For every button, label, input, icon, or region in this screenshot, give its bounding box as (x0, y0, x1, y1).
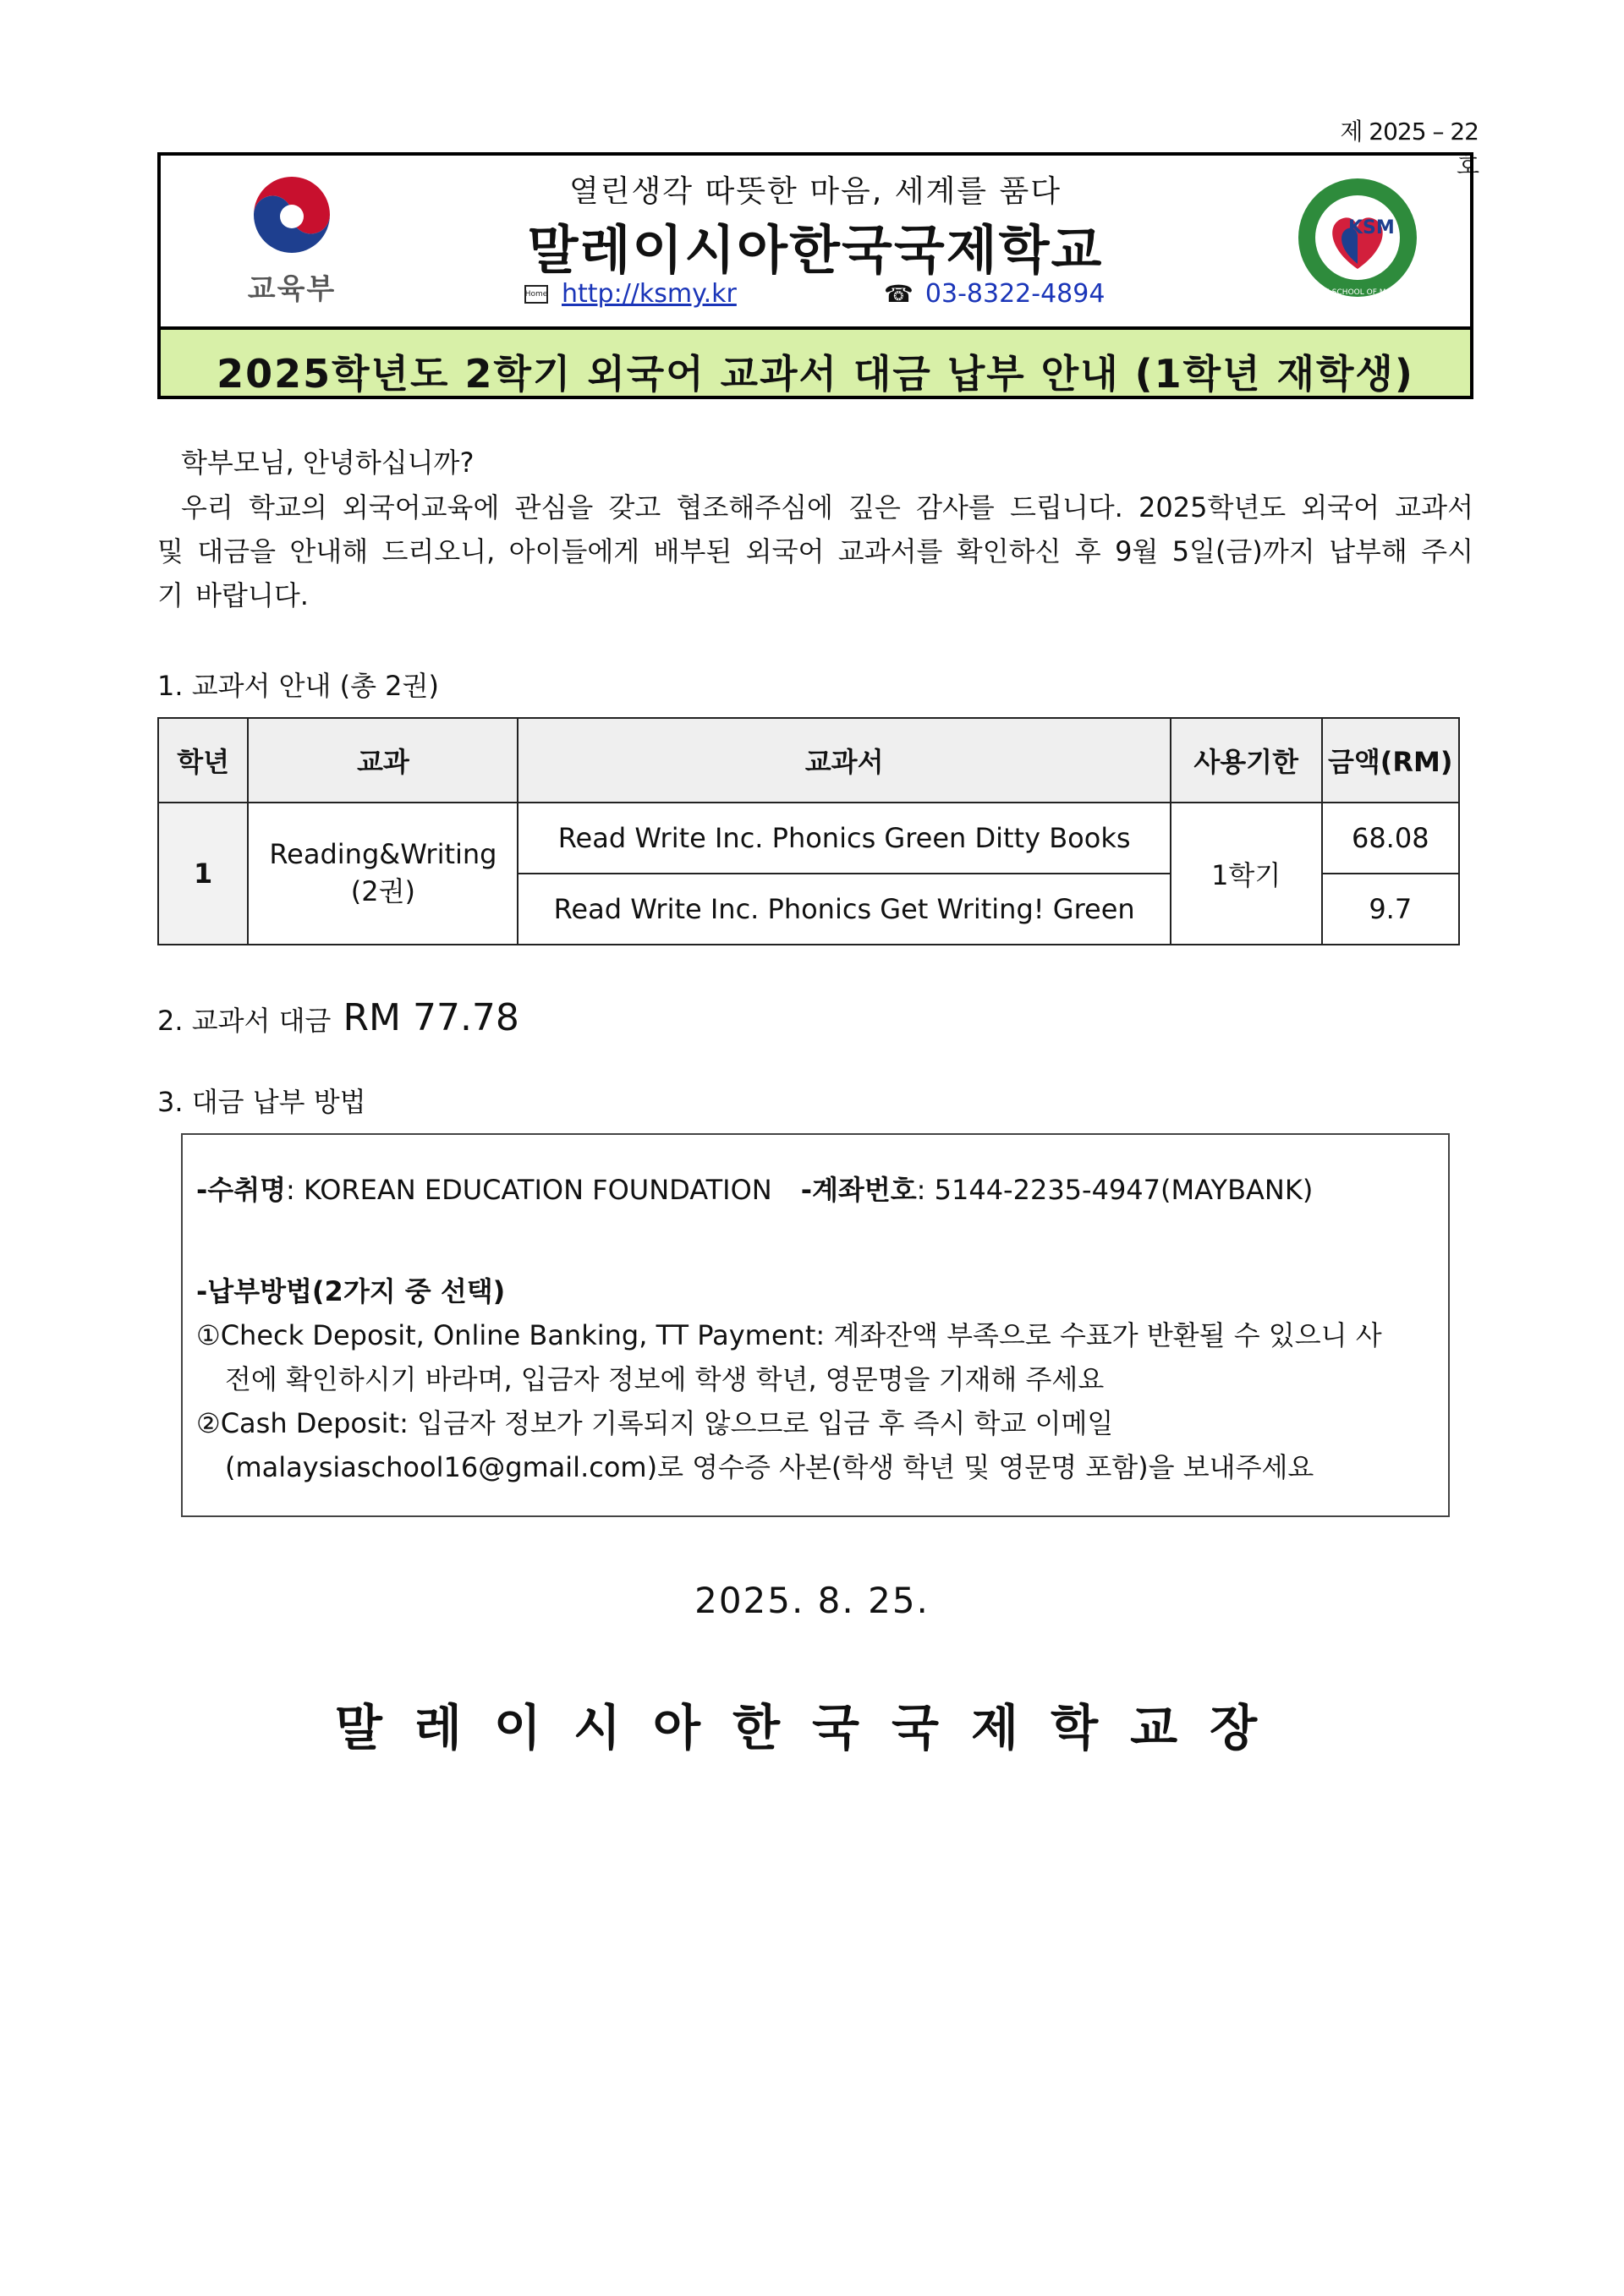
ksm-emblem-icon (1294, 174, 1421, 301)
ksm-ring-text: KOREAN SCHOOL OF MALAYSIA (1298, 288, 1418, 297)
intro-paragraph: 우리 학교의 외국어교육에 관심을 갖고 협조해주심에 깊은 감사를 드립니다. 2025학년도 외국어 교과서 및 대금을 안내해 드리오니, 아이들에게 배부된 외국어 교과서를 확인하신 후 9월 5일(금)까지 납부해 주시기 바랍니다. (157, 491, 1473, 611)
book-title-cell: Read Write Inc. Phonics Green Ditty Books (518, 803, 1170, 874)
header-period: 사용기한 (1171, 718, 1322, 803)
document-title: 2025학년도 2학기 외국어 교과서 대금 납부 안내 (1학년 재학생) (217, 351, 1414, 397)
payee-value: : KOREAN EDUCATION FOUNDATION (286, 1174, 772, 1206)
title-band (161, 330, 1470, 396)
header-subject: 교과 (248, 718, 518, 803)
letterhead-top (161, 156, 1470, 330)
option-1-line-1: ①Check Deposit, Online Banking, TT Payment: 계좌잔액 부족으로 수표가 반환될 수 있으니 사 (196, 1319, 1382, 1351)
option-1-line-2: 전에 확인하시기 바라며, 입금자 정보에 학생 학년, 영문명을 기재해 주세요 (225, 1363, 1105, 1395)
grade-cell: 1 (158, 803, 248, 945)
ksm-school-logo (1294, 174, 1421, 301)
section-3-title: 3. 대금 납부 방법 (157, 1086, 366, 1118)
section-2 (157, 996, 519, 1039)
subject-cell: Reading&Writing (2권) (248, 803, 518, 945)
school-motto: 열린생각 따뜻한 마음, 세계를 품다 (568, 174, 1062, 209)
header-textbook: 교과서 (518, 718, 1170, 803)
period-cell: 1학기 (1171, 803, 1322, 945)
website-row (524, 279, 737, 309)
principal-signature: 말레이시아한국국제학교장 (334, 1699, 1290, 1756)
payment-box (181, 1133, 1450, 1517)
letterhead (157, 152, 1473, 399)
book-price-cell: 9.7 (1322, 874, 1459, 945)
table-header-row (158, 718, 1459, 803)
ksm-logo-text: KSM (1348, 217, 1395, 238)
section-1-title: 1. 교과서 안내 (총 2권) (157, 670, 439, 702)
option-2-line-2: (malaysiaschool16@gmail.com)로 영수증 사본(학생 학년 및 영문명 포함)을 보내주세요 (225, 1451, 1314, 1483)
phone-row (884, 279, 1105, 309)
total-amount: RM 77.78 (343, 996, 519, 1039)
issue-date: 2025. 8. 25. (694, 1580, 930, 1621)
method-title: -납부방법(2가지 중 선택) (196, 1275, 506, 1307)
book-price-cell: 68.08 (1322, 803, 1459, 874)
document-number: 제 2025 – 22호 (1340, 118, 1479, 179)
phone-icon: ☎ (884, 280, 914, 308)
section-2-title: 2. 교과서 대금 (157, 1005, 332, 1037)
home-icon: Home (524, 285, 548, 304)
table-row (158, 803, 1459, 874)
header-grade: 학년 (158, 718, 248, 803)
account-value: : 5144-2235-4947(MAYBANK) (916, 1174, 1314, 1206)
payee-account-line (196, 1169, 1313, 1208)
ministry-label: 교육부 (247, 272, 337, 306)
account-label: -계좌번호 (800, 1174, 917, 1206)
website-link[interactable]: http://ksmy.kr (562, 279, 737, 309)
header-price: 금액(RM) (1322, 718, 1459, 803)
payee-label: -수취명 (196, 1174, 287, 1206)
book-title-cell: Read Write Inc. Phonics Get Writing! Green (518, 874, 1170, 945)
greeting: 학부모님, 안녕하십니까? (181, 447, 475, 479)
school-name: 말레이시아한국국제학교 (527, 219, 1104, 281)
option-2-line-1: ②Cash Deposit: 입금자 정보가 기록되지 않으므로 입금 후 즉시 학교 이메일 (196, 1407, 1114, 1439)
textbook-table (157, 717, 1460, 945)
phone-number: 03-8322-4894 (924, 279, 1106, 309)
